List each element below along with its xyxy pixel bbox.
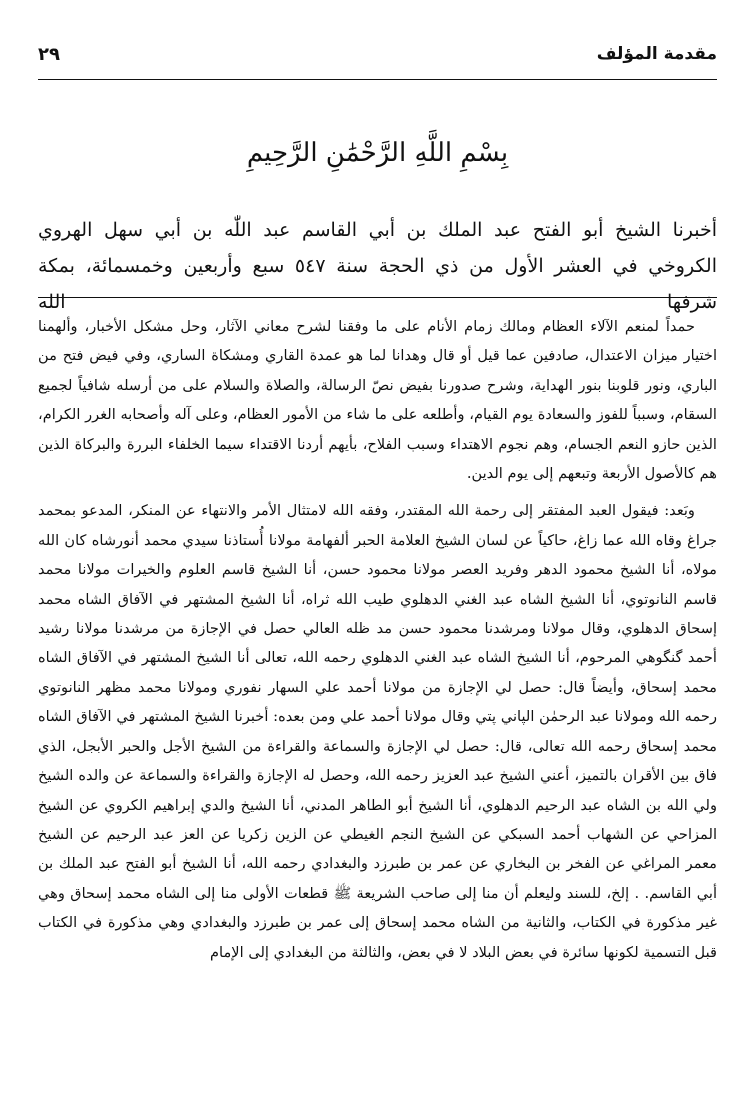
intro-divider bbox=[38, 297, 717, 298]
header-divider bbox=[38, 79, 717, 80]
intro-line-1: أخبرنا الشيخ أبو الفتح عبد الملك بن أبي القاسم عبد اللّٰه بن أبي سهل الهروي bbox=[38, 219, 717, 241]
intro-block bbox=[38, 212, 717, 320]
page-number: ٢٩ bbox=[38, 44, 60, 65]
paragraph-chain: وبَعد: فيقول العبد المفتقر إلى رحمة الله المقتدر، وفقه الله لامتثال الأمر والانتهاء عن المنكر، المدعو بمحمد جراغ وقاه الله عما زاغ، حاكياً عن لسان الشيخ العلامة الحبر ألفهامة مولانا أُستاذنا سيدي محمد أنورشاه كان الله مولاه، أنا الشيخ محمود الدهر وفريد العصر مولانا محمود حسن، أنا الشيخ قاسم العلوم والخيرات مولانا محمد قاسم النانوتوي، أنا الشيخ الشاه عبد الغني الدهلوي طيب الله ثراه، أنا الشيخ المشتهر في الآفاق الشاه محمد إسحاق الدهلوي، وقال مولانا ومرشدنا محمود حسن مد ظله العالي حصل في الإجازة من مرشدنا مولانا رشيد أحمد گنگوهي المرحوم، أنا الشيخ الشاه عبد الغني الدهلوي رحمه الله، تعالى أنا الشيخ المشتهر في الآفاق الشاه محمد إسحاق، وأيضاً قال: حصل لي الإجازة من مولانا أحمد علي السهار نفوري ومولانا محمد مظهر النانوتوي رحمه الله ومولانا عبد الرحمٰن الپاني پتي وقال مولانا أحمد علي ومن بعده: أخبرنا الشيخ المشتهر في الآفاق الشاه محمد إسحاق رحمه الله تعالى، قال: حصل لي الإجازة والسماعة والقراءة من الشيخ الأجل والحبر الأبجل، الذي فاق بين الأقران بالتميز، أعني الشيخ عبد العزيز رحمه الله، وحصل له الإجازة والقراءة والسماعة عن والده الشيخ ولي الله بن الشاه عبد الرحيم الدهلوي، أنا الشيخ أبو الطاهر المدني، أنا الشيخ والدي إبراهيم الكروي عن الشيخ المزاحي عن الشهاب أحمد السبكي عن الشيخ النجم الغيطي عن الزين زكريا عن العز عبد الرحيم عن الشيخ معمر المراغي عن الفخر بن البخاري عن عمر بن طبرزد والبغدادي رحمه الله، أنا الشيخ أبو الفتح عبد الملك بن أبي القاسم. . إلخ، للسند وليعلم أن منا إلى صاحب الشريعة ﷺ قطعات الأولى منا إلى الشاه محمد إسحاق وهي غير مذكورة في الكتاب، والثانية من الشاه محمد إسحاق إلى عمر بن طبرزد والبغدادي وهي مذكورة في الكتاب قبل التسمية لكونها سائرة في بعض البلاد لا في بعض، والثالثة من البغدادي إلى الإمام bbox=[38, 502, 717, 961]
paragraph-praise: حمداً لمنعم الآلاء العظام ومالك زمام الأنام على ما وفقنا لشرح معاني الآثار، وحل مشكل الأخبار، وألهمنا اختيار ميزان الاعتدال، صادفين عما قيل أو قال وهدانا لما هو عمدة القاري ومشكاة الساري، وفي فيض فتح من الباري، ونور قلوبنا بنور الهداية، وشرح صدورنا بفيض نصّ الرسالة، والصلاة والسلام على من أرسله شافياً لجميع السقام، وسبباً للفوز والسعادة يوم القيام، وأطلعه على ما شاء من الأمور العظام، وعلى آله وأصحابه الغرر الكرام، الذين حازو النعم الجسام، وهم نجوم الاهتداء وسبب الفلاح، بأيهم أردنا الاقتداء سيما الخلفاء البررة والبركاة الذين هم كالأصول الأربعة وتبعهم إلى يوم الدين. bbox=[38, 318, 717, 483]
body-text bbox=[38, 312, 717, 967]
intro-line-2: الكروخي في العشر الأول من ذي الحجة سنة ٥٤٧ سبع وأربعين وخمسمائة، بمكة شرفها الله bbox=[38, 255, 717, 313]
page-header bbox=[38, 44, 717, 80]
chapter-title: مقدمة المؤلف bbox=[596, 44, 717, 64]
basmala: بِسْمِ اللَّهِ الرَّحْمَٰنِ الرَّحِيمِ bbox=[246, 138, 509, 168]
